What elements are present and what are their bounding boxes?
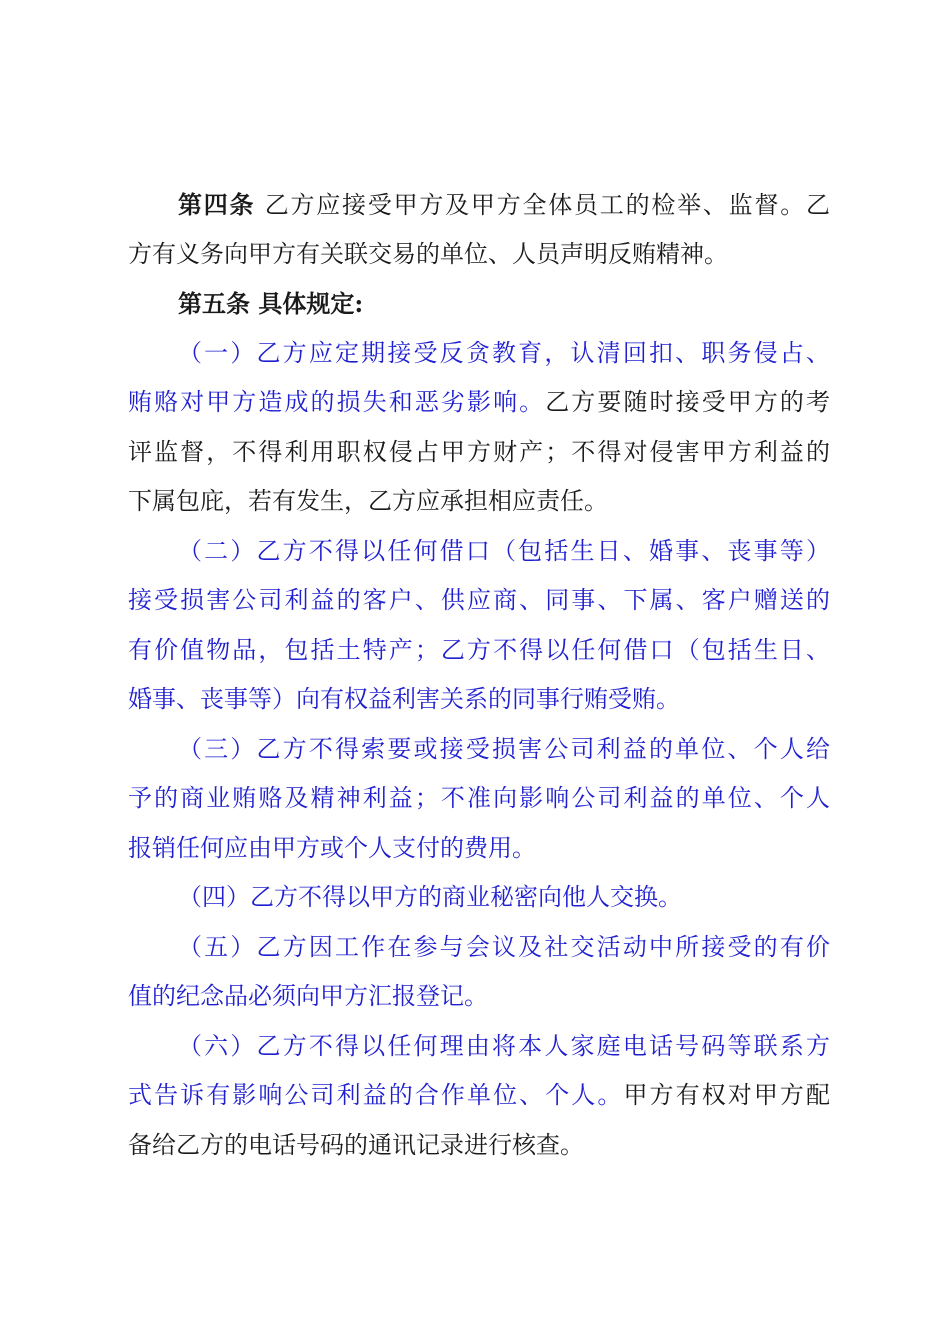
clause-2 xyxy=(128,527,830,725)
article-4-heading: 第四条 xyxy=(178,190,256,219)
clause-3-line-1: （三）乙方不得索要或接受损害公司利益的单位、个人给 xyxy=(178,734,830,763)
clause-5-line-1: （五）乙方因工作在参与会议及社交活动中所接受的有价 xyxy=(178,932,830,961)
clause-3-line-2: 予的商业贿赂及精神利益；不准向影响公司利益的单位、个人 xyxy=(128,784,830,812)
article-4-line-2: 方有义务向甲方有关联交易的单位、人员声明反贿精神。 xyxy=(128,239,728,268)
clause-6-line-1: （六）乙方不得以任何理由将本人家庭电话号码等联系方 xyxy=(178,1031,830,1060)
clause-2-line-4: 婚事、丧事等）向有权益利害关系的同事行贿受贿。 xyxy=(128,685,680,713)
clause-1-line-3: 评监督，不得利用职权侵占甲方财产；不得对侵害甲方利益的 xyxy=(128,437,830,466)
article-5-heading: 第五条 具体规定: xyxy=(178,289,364,318)
clause-5-line-2: 值的纪念品必须向甲方汇报登记。 xyxy=(128,982,488,1010)
article-4 xyxy=(128,180,830,279)
clause-4 xyxy=(128,873,830,923)
clause-3 xyxy=(128,725,830,874)
clause-1-line-1: （一）乙方应定期接受反贪教育，认清回扣、职务侵占、 xyxy=(178,338,830,367)
clause-1-line-2-blue: 贿赂对甲方造成的损失和恶劣影响。 xyxy=(128,388,546,416)
clause-6-line-3: 备给乙方的电话号码的通讯记录进行核查。 xyxy=(128,1130,584,1159)
clause-1-line-2-black: 乙方要随时接受甲方的考 xyxy=(545,388,831,416)
article-4-line-1 xyxy=(128,180,830,230)
clause-1-line-4: 下属包庇，若有发生，乙方应承担相应责任。 xyxy=(128,487,608,515)
clause-3-line-3: 报销任何应由甲方或个人支付的费用。 xyxy=(128,833,536,862)
clause-1 xyxy=(128,329,830,527)
clause-2-line-2: 接受损害公司利益的客户、供应商、同事、下属、客户赠送的 xyxy=(128,586,830,614)
clause-6 xyxy=(128,1022,830,1171)
document-page xyxy=(128,180,830,1170)
clause-2-line-3: 有价值物品，包括土特产；乙方不得以任何借口（包括生日、 xyxy=(128,635,830,664)
article-4-text: 乙方应接受甲方及甲方全体员工的检举、监督。乙 xyxy=(255,191,830,219)
clause-5 xyxy=(128,923,830,1022)
clause-4-line-1: （四）乙方不得以甲方的商业秘密向他人交换。 xyxy=(178,883,682,911)
clause-6-line-2-black: 甲方有权对甲方配 xyxy=(623,1081,831,1109)
clause-6-line-2-blue: 式告诉有影响公司利益的合作单位、个人。 xyxy=(128,1081,624,1109)
clause-1-line-2 xyxy=(128,378,830,428)
clause-6-line-2 xyxy=(128,1071,830,1121)
clause-2-line-1: （二）乙方不得以任何借口（包括生日、婚事、丧事等） xyxy=(178,536,830,565)
